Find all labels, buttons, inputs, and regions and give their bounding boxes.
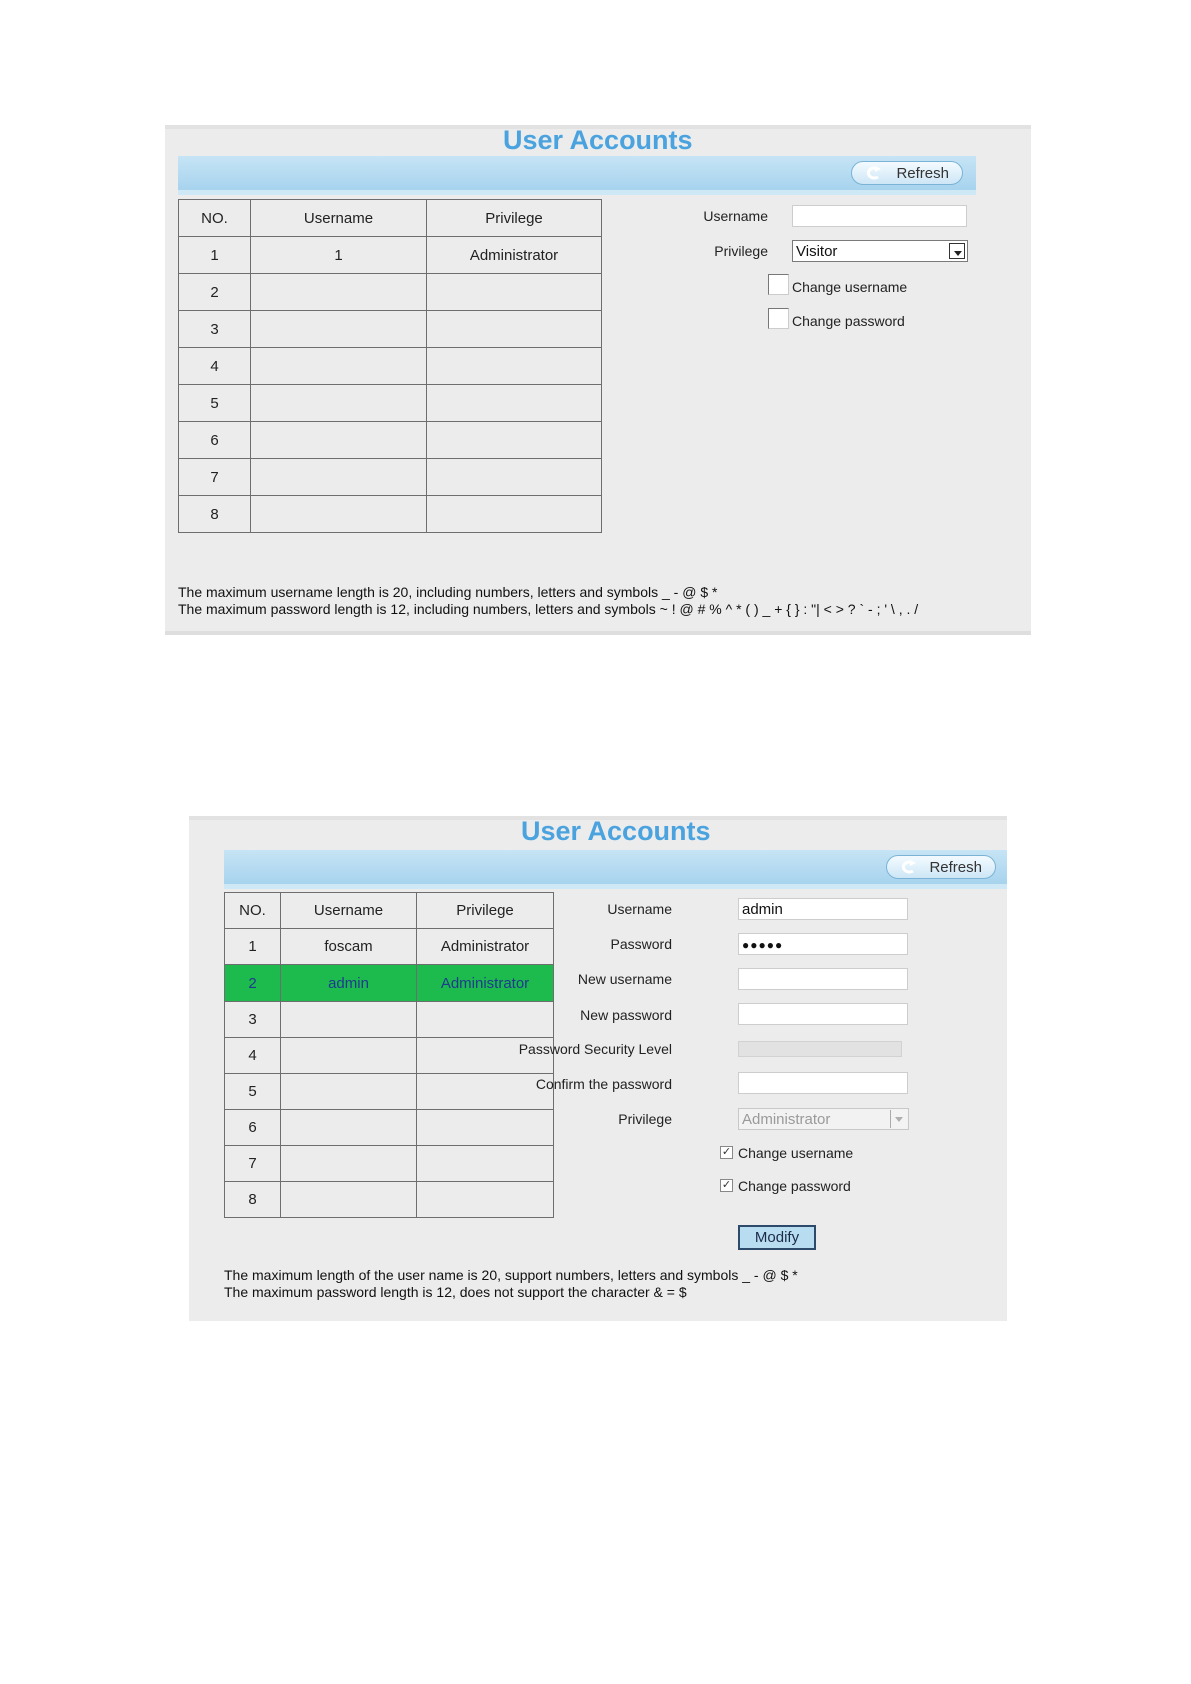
page-title: User Accounts [521, 816, 711, 846]
username-label: Username [607, 901, 672, 917]
cell-username [251, 385, 427, 422]
cell-username [251, 422, 427, 459]
table-row-selected[interactable] [225, 965, 554, 1002]
cell-username [281, 1002, 417, 1038]
cell-no: 3 [225, 1002, 281, 1038]
user-table [178, 199, 602, 533]
cell-privilege: Administrator [427, 237, 602, 274]
table-header-row [179, 200, 602, 237]
privilege-select[interactable] [792, 240, 968, 262]
table-row[interactable] [225, 929, 554, 965]
cell-privilege [427, 422, 602, 459]
password-strength-meter [738, 1041, 902, 1057]
change-password-label: Change password [738, 1178, 851, 1194]
panel-bottom-border [165, 631, 1031, 635]
chevron-down-icon [949, 243, 965, 259]
table-row[interactable] [225, 1074, 554, 1110]
cell-username: 1 [251, 237, 427, 274]
header-no: NO. [179, 200, 251, 237]
new-password-input[interactable] [738, 1003, 908, 1025]
cell-no: 8 [225, 1182, 281, 1218]
cell-no: 6 [225, 1110, 281, 1146]
cell-privilege [427, 385, 602, 422]
confirm-password-input[interactable] [738, 1072, 908, 1094]
cell-no: 6 [179, 422, 251, 459]
user-accounts-panel-1 [165, 125, 1031, 635]
refresh-button[interactable] [886, 855, 996, 879]
cell-no: 2 [225, 965, 281, 1002]
table-header-row [225, 893, 554, 929]
modify-button[interactable]: Modify [738, 1225, 816, 1250]
cell-username [251, 274, 427, 311]
cell-username [251, 459, 427, 496]
change-password-checkbox[interactable]: ✓ [721, 1179, 732, 1191]
cell-no: 7 [225, 1146, 281, 1182]
header-no: NO. [225, 893, 281, 929]
new-password-label: New password [580, 1007, 672, 1023]
username-input[interactable] [792, 205, 967, 227]
header-username: Username [251, 200, 427, 237]
header-privilege: Privilege [417, 893, 554, 929]
new-username-input[interactable] [738, 968, 908, 990]
privilege-label: Privilege [618, 1111, 672, 1127]
privilege-select[interactable] [738, 1108, 909, 1130]
cell-username [251, 496, 427, 533]
username-input[interactable]: admin [738, 898, 908, 920]
cell-privilege [427, 274, 602, 311]
refresh-button[interactable] [851, 161, 963, 185]
change-username-checkbox[interactable] [768, 274, 789, 295]
new-username-label: New username [577, 971, 672, 987]
table-row[interactable] [179, 237, 602, 274]
table-row[interactable] [179, 274, 602, 311]
cell-privilege [427, 348, 602, 385]
cell-privilege [417, 1074, 554, 1110]
cell-username [281, 1074, 417, 1110]
user-accounts-panel-2 [189, 816, 1007, 1321]
cell-username [281, 1038, 417, 1074]
change-username-label: Change username [792, 279, 908, 295]
page-title: User Accounts [503, 125, 693, 155]
privilege-select-value: Administrator [742, 1111, 831, 1128]
cell-privilege [417, 1110, 554, 1146]
table-row[interactable] [179, 348, 602, 385]
username-length-note: The maximum length of the user name is 20, support numbers, letters and symbols _ - @ $ * [224, 1267, 798, 1283]
table-row[interactable] [179, 496, 602, 533]
change-username-label: Change username [738, 1145, 854, 1161]
cell-username [281, 1182, 417, 1218]
table-row[interactable] [225, 1002, 554, 1038]
change-password-checkbox[interactable] [768, 308, 789, 329]
username-length-note: The maximum username length is 20, including numbers, letters and symbols _ - @ $ * [178, 584, 718, 600]
cell-username [281, 1110, 417, 1146]
username-label: Username [703, 208, 768, 224]
table-row[interactable] [225, 1038, 554, 1074]
refresh-label: Refresh [896, 165, 949, 182]
privilege-label: Privilege [714, 243, 768, 259]
cell-privilege [427, 311, 602, 348]
cell-privilege: Administrator [417, 929, 554, 965]
table-row[interactable] [225, 1146, 554, 1182]
cell-privilege [427, 459, 602, 496]
cell-username: foscam [281, 929, 417, 965]
cell-no: 4 [179, 348, 251, 385]
confirm-password-label: Confirm the password [535, 1076, 672, 1092]
cell-privilege [427, 496, 602, 533]
table-row[interactable] [179, 459, 602, 496]
cell-no: 3 [179, 311, 251, 348]
password-label: Password [610, 936, 672, 952]
cell-no: 1 [179, 237, 251, 274]
cell-no: 5 [179, 385, 251, 422]
table-row[interactable] [179, 385, 602, 422]
cell-no: 8 [179, 496, 251, 533]
cell-privilege: Administrator [417, 965, 554, 1002]
cell-username [251, 348, 427, 385]
password-length-note: The maximum password length is 12, does not support the character & = $ [224, 1284, 687, 1300]
cell-privilege [417, 1182, 554, 1218]
header-privilege: Privilege [427, 200, 602, 237]
table-row[interactable] [179, 422, 602, 459]
cell-privilege [417, 1146, 554, 1182]
table-row[interactable] [225, 1110, 554, 1146]
table-row[interactable] [225, 1182, 554, 1218]
password-length-note: The maximum password length is 12, including numbers, letters and symbols ~ ! @ # % ^ * ( ) _ + { } : "| < > ? ` - ; ' \ , . / [178, 601, 919, 617]
header-username: Username [281, 893, 417, 929]
refresh-icon [897, 860, 919, 874]
password-input[interactable]: ●●●●● [738, 933, 908, 955]
refresh-icon [862, 166, 884, 180]
security-level-label: Password Security Level [518, 1041, 672, 1057]
cell-no: 1 [225, 929, 281, 965]
cell-no: 7 [179, 459, 251, 496]
table-row[interactable] [179, 311, 602, 348]
cell-no: 4 [225, 1038, 281, 1074]
cell-username: admin [281, 965, 417, 1002]
cell-username [251, 311, 427, 348]
user-table [224, 892, 554, 1218]
cell-no: 5 [225, 1074, 281, 1110]
change-password-label: Change password [792, 313, 905, 329]
refresh-label: Refresh [929, 859, 982, 876]
cell-username [281, 1146, 417, 1182]
cell-no: 2 [179, 274, 251, 311]
cell-privilege [417, 1002, 554, 1038]
privilege-select-value: Visitor [796, 243, 838, 260]
chevron-down-icon [890, 1110, 907, 1128]
change-username-checkbox[interactable]: ✓ [721, 1146, 732, 1158]
